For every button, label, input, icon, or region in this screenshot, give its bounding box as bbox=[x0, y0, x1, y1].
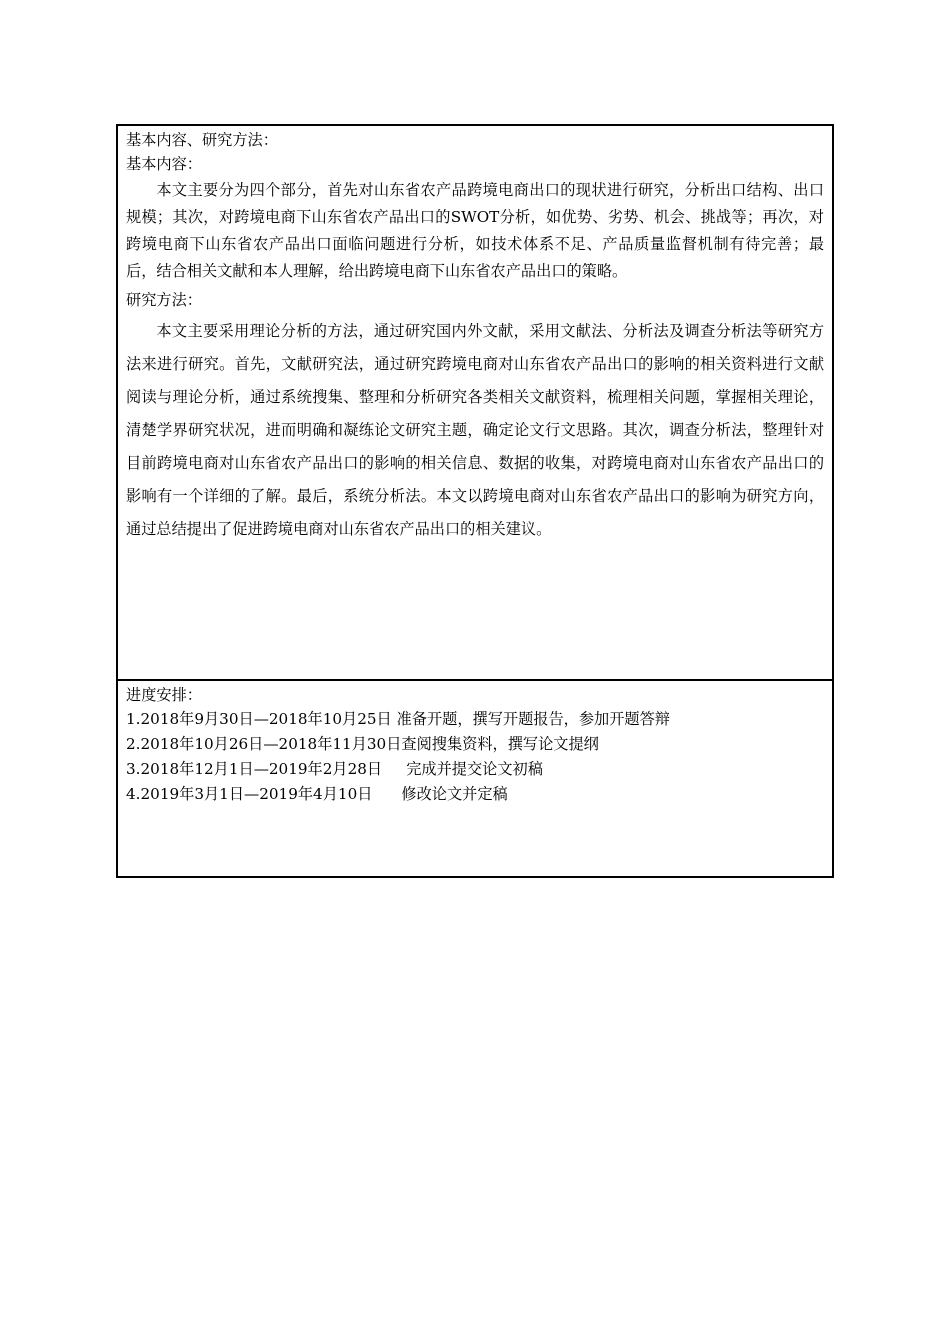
method-heading: 研究方法： bbox=[126, 291, 202, 309]
method-paragraph: 本文主要采用理论分析的方法，通过研究国内外文献，采用文献法、分析法及调查分析法等研究方法来进行研究。首先，文献研究法，通过研究跨境电商对山东省农产品出口的影响的相关资料进行文献阅读与理论分析，通过系统搜集、整理和分析研究各类相关文献资料，梳理相关问题，掌握相关理论，清楚学界研究状况，进而明确和凝练论文研究主题，确定论文行文思路。其次，调查分析法，整理针对目前跨境电商对山东省农产品出口的影响的相关信息、数据的收集，对跨境电商对山东省农产品出口的影响有一个详细的了解。最后，系统分析法。本文以跨境电商对山东省农产品出口的影响为研究方向，通过总结提出了促进跨境电商对山东省农产品出口的相关建议。 bbox=[126, 322, 824, 538]
section-title: 基本内容、研究方法： bbox=[126, 131, 278, 149]
content-method-section bbox=[118, 126, 832, 681]
content-paragraph: 本文主要分为四个部分，首先对山东省农产品跨境电商出口的现状进行研究，分析出口结构、出口规模；其次，对跨境电商下山东省农产品出口的SWOT分析，如优势、劣势、机会、挑战等；再次，对跨境电商下山东省农产品出口面临问题进行分析，如技术体系不足、产品质量监督机制有待完善；最后，结合相关文献和本人理解，给出跨境电商下山东省农产品出口的策略。 bbox=[126, 181, 824, 280]
proposal-table bbox=[116, 124, 834, 878]
content-heading: 基本内容： bbox=[126, 155, 202, 173]
schedule-item: 3.2018年12月1日—2019年2月28日 完成并提交论文初稿 bbox=[126, 760, 543, 778]
schedule-section bbox=[118, 681, 832, 876]
schedule-item: 4.2019年3月1日—2019年4月10日 修改论文并定稿 bbox=[126, 785, 508, 803]
schedule-title: 进度安排： bbox=[126, 686, 202, 704]
schedule-item: 1.2018年9月30日—2018年10月25日 准备开题，撰写开题报告，参加开题答辩 bbox=[126, 710, 670, 728]
schedule-item: 2.2018年10月26日—2018年11月30日查阅搜集资料，撰写论文提纲 bbox=[126, 735, 599, 753]
